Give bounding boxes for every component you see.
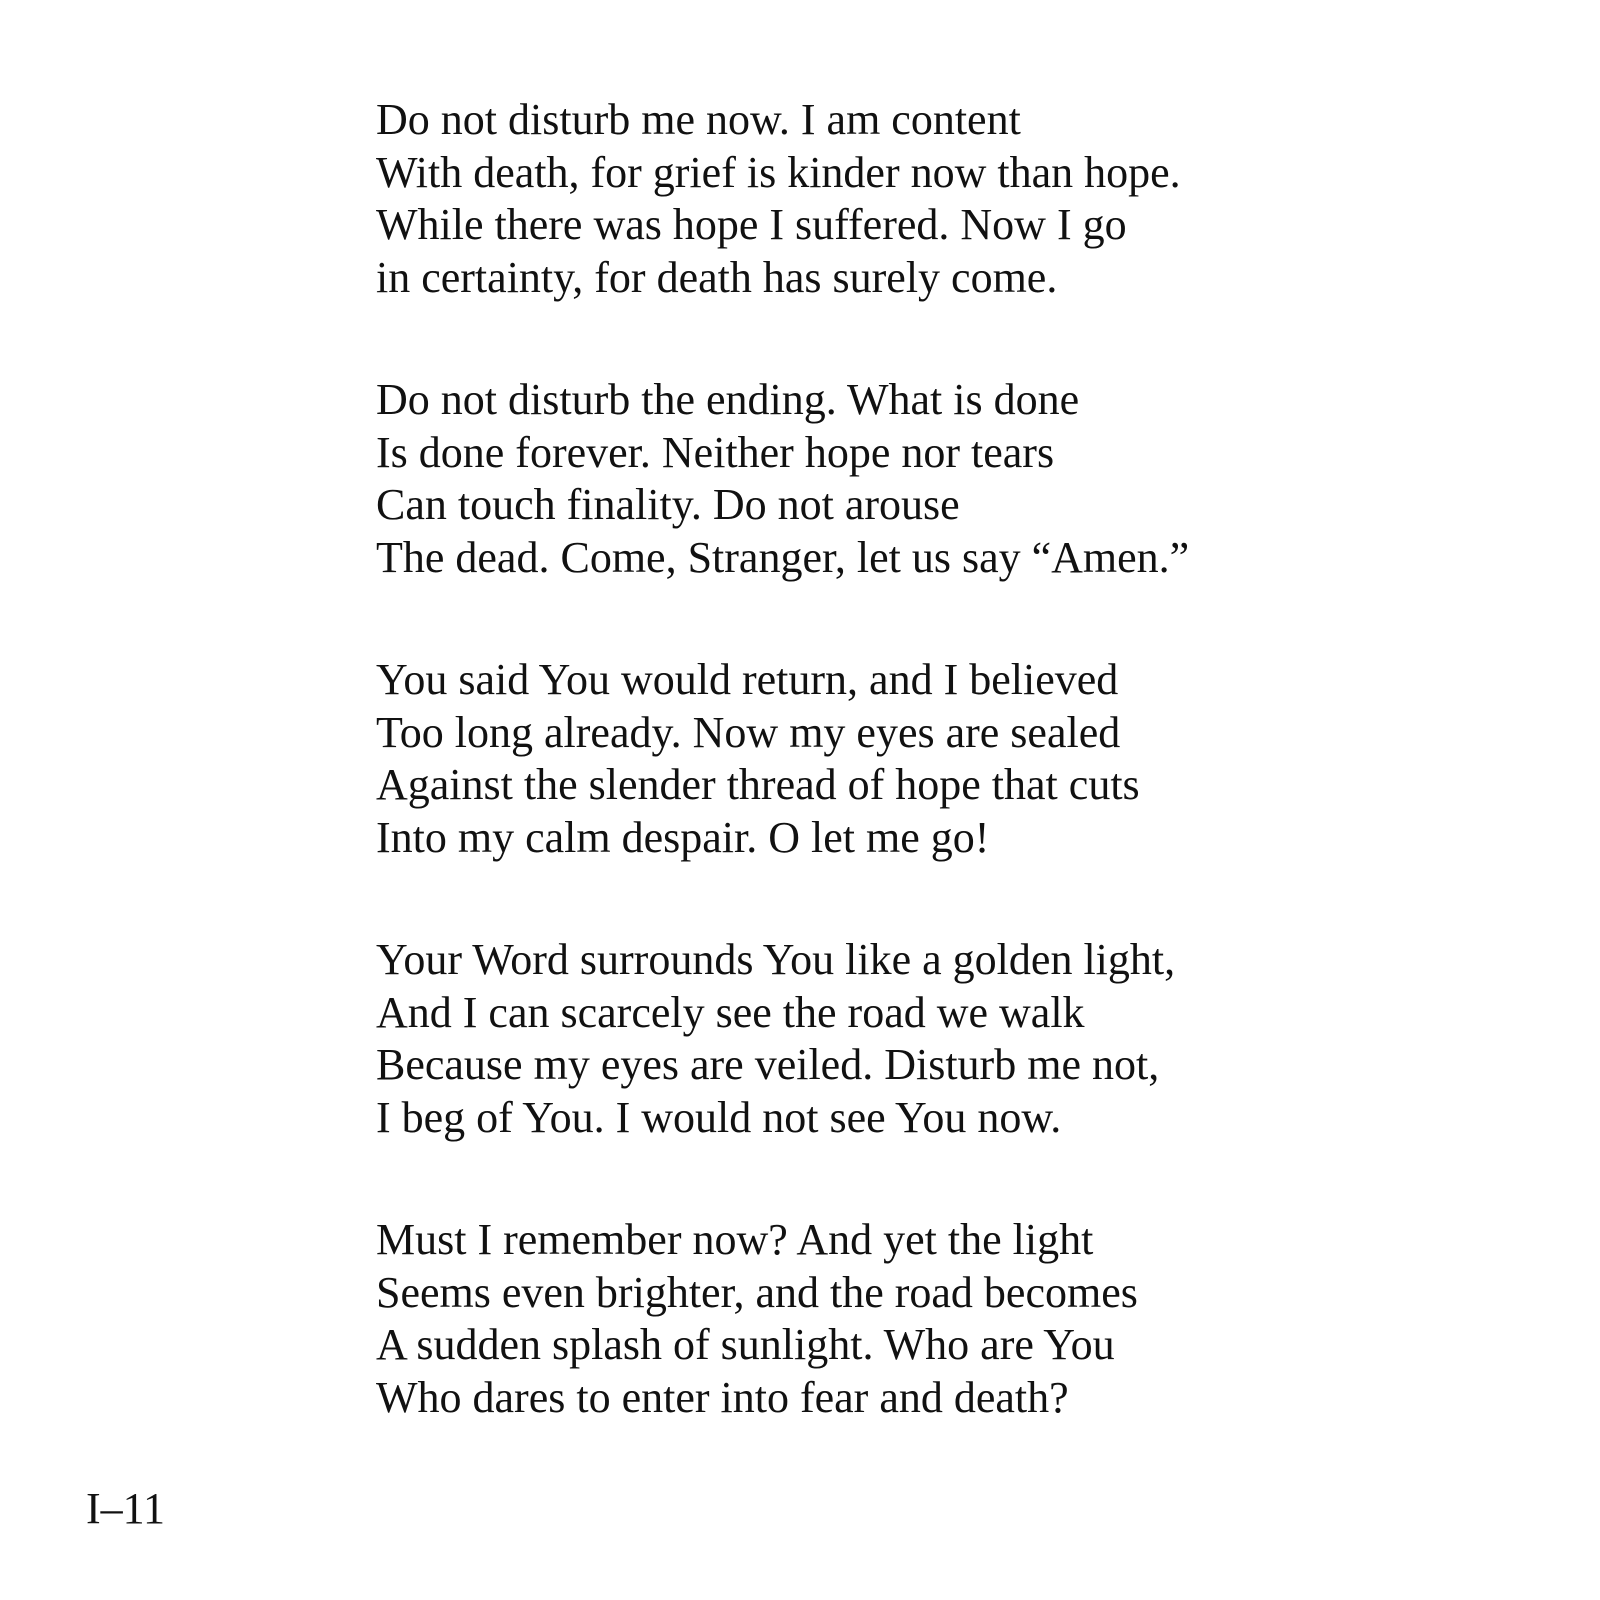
poem-line: in certainty, for death has surely come. (376, 252, 1058, 302)
poem-line: And I can scarcely see the road we walk (376, 987, 1085, 1037)
poem-line: A sudden splash of sunlight. Who are You (376, 1320, 1115, 1369)
poem-line: Against the slender thread of hope that cuts (376, 760, 1140, 809)
poem-line: The dead. Come, Stranger, let us say “Amen.” (376, 532, 1190, 582)
stanza-4 (376, 934, 1376, 1144)
poem-line: I beg of You. I would not see You now. (376, 1092, 1062, 1142)
stanza-3 (376, 654, 1376, 864)
stanza-2 (376, 374, 1376, 584)
poem-line: Too long already. Now my eyes are sealed (376, 707, 1121, 757)
poem-line: Your Word surrounds You like a golden light, (376, 935, 1176, 984)
poem-line: Seems even brighter, and the road becomes (376, 1267, 1138, 1317)
poem (376, 94, 1376, 1494)
poem-line: Who dares to enter into fear and death? (376, 1372, 1069, 1422)
poem-line: While there was hope I suffered. Now I go (376, 200, 1127, 249)
stanza-5 (376, 1214, 1376, 1424)
poem-line: Is done forever. Neither hope nor tears (376, 427, 1055, 477)
poem-line: Must I remember now? And yet the light (376, 1215, 1094, 1264)
poem-line: Because my eyes are veiled. Disturb me not, (376, 1040, 1160, 1089)
stanza-1 (376, 94, 1376, 304)
page-number: I–11 (86, 1484, 166, 1533)
poem-line: Do not disturb me now. I am content (376, 95, 1021, 144)
poem-line: With death, for grief is kinder now than hope. (376, 147, 1181, 197)
poem-line: You said You would return, and I believed (376, 655, 1119, 704)
poem-line: Do not disturb the ending. What is done (376, 375, 1080, 424)
poem-line: Can touch finality. Do not arouse (376, 480, 960, 529)
poem-line: Into my calm despair. O let me go! (376, 812, 990, 862)
